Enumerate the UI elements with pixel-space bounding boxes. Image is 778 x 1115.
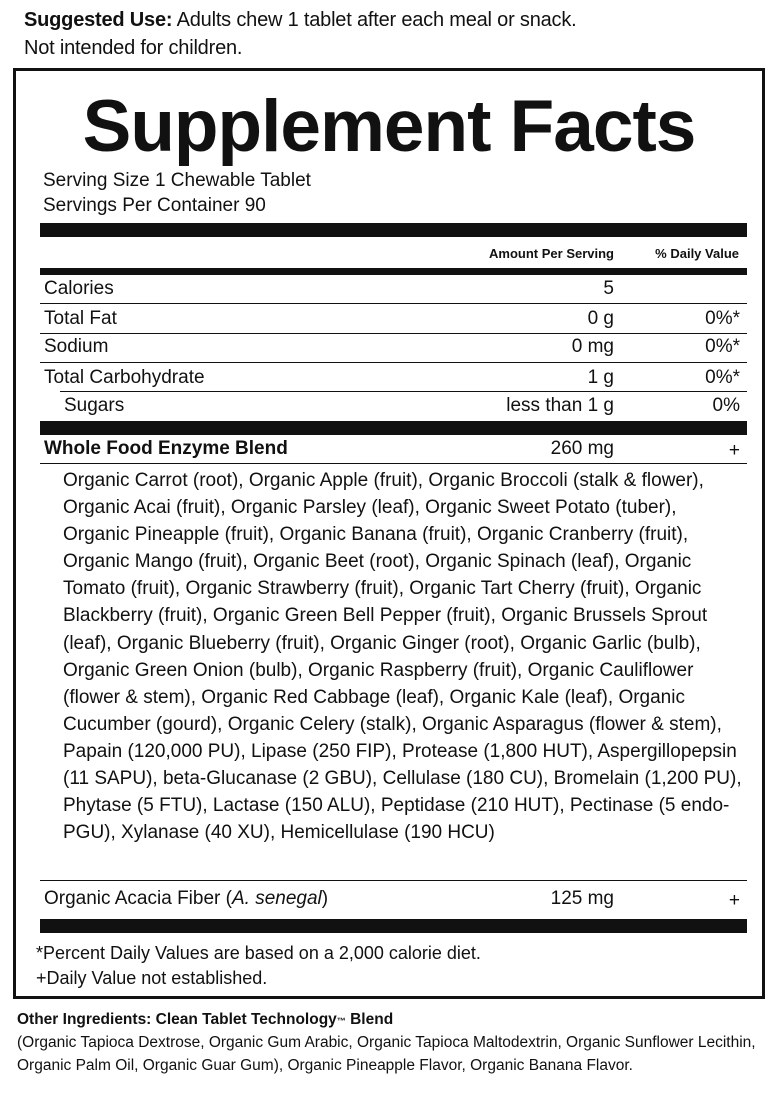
thick-divider — [40, 421, 747, 435]
acacia-dv: + — [728, 890, 740, 911]
blend-dv: + — [728, 440, 740, 461]
row-divider — [60, 391, 747, 392]
acacia-species: A. senegal — [231, 888, 322, 909]
thick-divider — [40, 919, 747, 933]
row-divider — [40, 362, 747, 363]
serving-size: Serving Size 1 Chewable Tablet — [43, 170, 311, 191]
row-total-fat-dv: 0%* — [705, 308, 740, 329]
row-sugars-dv: 0% — [712, 395, 740, 416]
amount-per-serving-header: Amount Per Serving — [489, 246, 614, 261]
row-sodium-dv: 0%* — [705, 336, 740, 357]
blend-ingredients: Organic Carrot (root), Organic Apple (fruit), Organic Broccoli (stalk & flower), Organic Acai (fruit), Organic Parsley (leaf), Organic Sweet Potato (tuber), Organic Pineapple (fruit), Organic Banana (fruit), Organic Cranberry (fruit), Organic Mango (fruit), Organic Beet (root), Organic Spinach (leaf), Organic Tomato (fruit), Organic Strawberry (fruit), Organic Tart Cherry (fruit), Organic Blackberry (fruit), Organic Green Bell Pepper (fruit), Organic Brussels Sprout (leaf), Organic Blueberry (fruit), Organic Ginger (root), Organic Garlic (bulb), Organic Green Onion (bulb), Organic Raspberry (fruit), Organic Cauliflower (flower & stem), Organic Red Cabbage (leaf), Organic Kale (leaf), Organic Cucumber (gourd), Organic Celery (stalk), Organic Asparagus (flower & stem), Papain (120,000 PU), Lipase (250 FIP), Protease (1,800 HUT), Aspergillopepsin (11 SAPU), beta-Glucanase (2 GBU), Cellulase (180 CU), Bromelain (1,200 PU), Phytase (5 FTU), Lactase (150 ALU), Peptidase (210 HUT), Pectinase (5 endo-PGU), Xylanase (40 XU), Hemicellulase (190 HCU) — [63, 470, 742, 844]
blend-name: Whole Food Enzyme Blend — [44, 438, 288, 459]
daily-value-header: % Daily Value — [655, 246, 739, 261]
acacia-label: Organic Acacia Fiber ( — [44, 888, 232, 909]
row-divider — [40, 463, 747, 464]
row-calories-amount: 5 — [603, 278, 614, 299]
suggested-use-note: Not intended for children. — [24, 37, 243, 59]
row-divider — [40, 333, 747, 334]
servings-per-container: Servings Per Container 90 — [43, 195, 266, 216]
footnote-dv: +Daily Value not established. — [36, 968, 268, 988]
row-carbohydrate-dv: 0%* — [705, 367, 740, 388]
medium-divider — [40, 268, 747, 275]
other-ingredients-text: (Organic Tapioca Dextrose, Organic Gum Arabic, Organic Tapioca Maltodextrin, Organic Sunflower Lecithin, Organic Palm Oil, Organic Guar Gum), Organic Pineapple Flavor, Organic Banana Flavor. — [17, 1034, 756, 1074]
other-ingredients-label: Other Ingredients: Clean Tablet Technology™ Blend — [17, 1011, 394, 1028]
acacia-close: ) — [321, 888, 329, 909]
row-sugars-name: Sugars — [64, 395, 125, 416]
panel-title: Supplement Facts — [82, 86, 696, 167]
blend-amount: 260 mg — [550, 438, 614, 459]
footnote-percent: *Percent Daily Values are based on a 2,000 calorie diet. — [36, 943, 481, 963]
row-calories-name: Calories — [44, 278, 114, 299]
row-sugars-amount: less than 1 g — [506, 395, 614, 416]
row-carbohydrate-amount: 1 g — [587, 367, 614, 388]
suggested-use-text: Adults chew 1 tablet after each meal or snack. — [172, 9, 577, 31]
row-sodium-amount: 0 mg — [571, 336, 614, 357]
row-total-fat-name: Total Fat — [44, 308, 117, 329]
thick-divider — [40, 223, 747, 237]
row-divider — [40, 880, 747, 881]
other-ingredients — [17, 1008, 767, 1077]
supplement-facts-panel — [13, 68, 765, 999]
trademark-symbol: ™ — [336, 1016, 346, 1026]
row-sodium-name: Sodium — [44, 336, 109, 357]
suggested-use-label: Suggested Use: — [24, 9, 173, 31]
row-total-fat-amount: 0 g — [587, 308, 614, 329]
acacia-name — [44, 887, 328, 911]
row-divider — [40, 303, 747, 304]
row-carbohydrate-name: Total Carbohydrate — [44, 367, 205, 388]
acacia-amount: 125 mg — [550, 888, 614, 909]
suggested-use — [24, 6, 764, 62]
